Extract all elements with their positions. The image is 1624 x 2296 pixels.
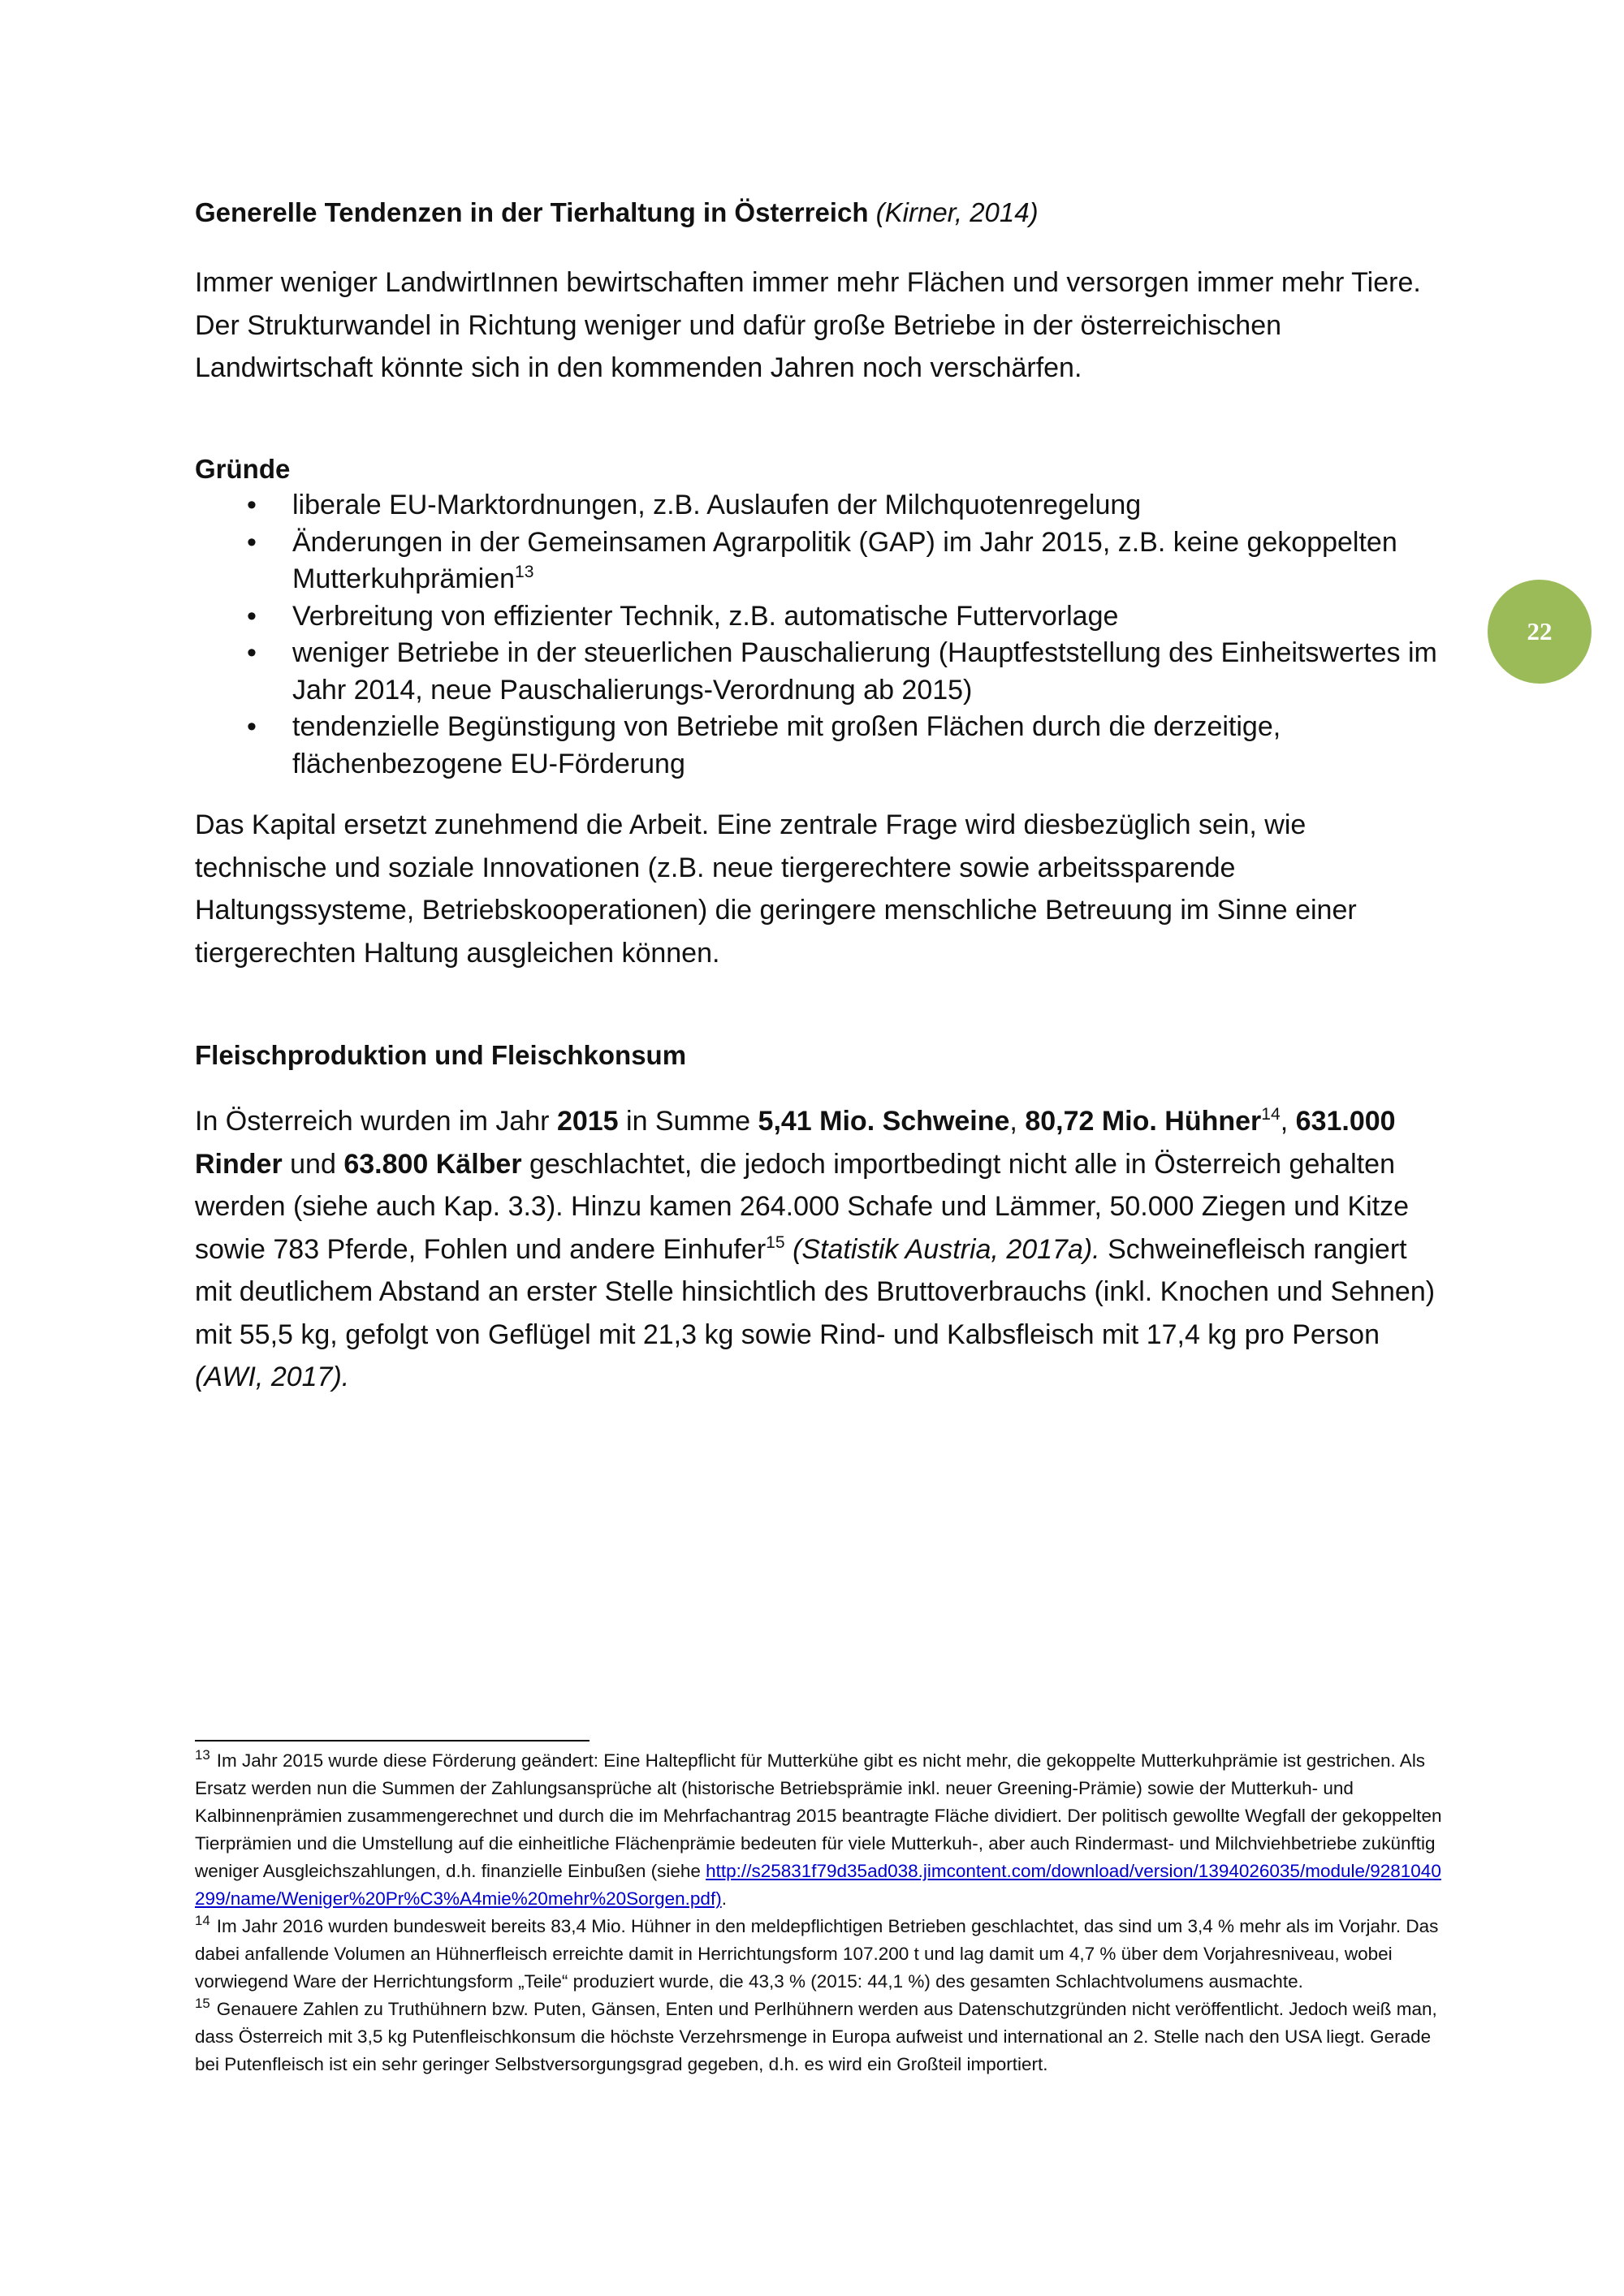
footnote-number: 14 — [195, 1912, 210, 1928]
footnote-number: 13 — [195, 1746, 210, 1763]
section-heading-fleisch: Fleischproduktion und Fleischkonsum — [195, 1040, 687, 1070]
reasons-list — [195, 487, 1445, 783]
footnote-ref-15[interactable]: 15 — [766, 1232, 785, 1252]
footnote-text: . — [721, 1888, 727, 1909]
text-run: Schweinefleisch rangiert mit deutlichem Abstand an erster Stelle hinsichtlich des Bruttoverbrauchs (inkl. Knochen und Sehnen) mit 55,5 kg, gefolgt von Geflügel mit 21,3 kg sowie Rind- und Kalbsfleisch mit 17,4 kg pro Person — [195, 1233, 1436, 1350]
page-number-badge: 22 — [1488, 580, 1592, 684]
text-run: In Österreich wurden im Jahr — [195, 1106, 557, 1137]
footnote-ref-13[interactable]: 13 — [515, 562, 534, 581]
footnote-ref-14[interactable]: 14 — [1261, 1104, 1281, 1124]
meat-paragraph — [195, 1100, 1445, 1399]
list-item-text: weniger Betriebe in der steuerlichen Pauschalierung (Hauptfeststellung des Einheitswertes im Jahr 2014, neue Pauschalierungs-Verordnung ab 2015) — [292, 637, 1437, 706]
footnote-15 — [195, 1996, 1449, 2078]
list-item-text: Verbreitung von effizienter Technik, z.B. automatische Futtervorlage — [292, 600, 1119, 632]
footnote-text: Im Jahr 2016 wurden bundesweit bereits 83,4 Mio. Hühner in den meldepflichtigen Betrieben geschlachtet, das sind um 3,4 % mehr als im Vorjahr. Das dabei anfallende Volumen an Hühnerfleisch erreichte damit in Herrichtungsform 107.200 t und lag damit um 4,7 % über dem Vorjahresniveau, wobei vorwiegend Ware der Herrichtungsform „Teile“ produziert wurde, die 43,3 % (2015: 44,1 %) des gesamten Schlachtvolumens ausmachte. — [195, 1916, 1439, 1992]
list-item — [195, 598, 1445, 636]
text-run: , — [1009, 1106, 1026, 1137]
conclusion-paragraph: Das Kapital ersetzt zunehmend die Arbeit. Eine zentrale Frage wird diesbezüglich sein, wie technische und soziale Innovationen (z.B. neue tiergerechtere sowie arbeitssparende Haltungssysteme, Betriebskooperationen) die geringere menschliche Betreuung im Sinne einer tiergerechten Haltung ausgleichen können. — [195, 809, 1357, 969]
text-bold: 63.800 Kälber — [343, 1148, 522, 1180]
text-bold: 631.000 Rinder — [195, 1106, 1396, 1180]
footnote-number: 15 — [195, 1995, 210, 2011]
footnote-separator — [195, 1740, 590, 1741]
citation: (AWI, 2017). — [195, 1362, 350, 1392]
text-bold: 5,41 Mio. Schweine — [758, 1106, 1010, 1137]
list-item — [195, 635, 1445, 709]
text-run: in Summe — [618, 1106, 758, 1137]
footnote-link[interactable]: http://s25831f79d35ad038.jimcontent.com/download/version/1394026035/module/9281040299/name/Weniger%20Pr%C3%A4mie%20mehr%20Sorgen.pdf) — [195, 1861, 1441, 1909]
list-item — [195, 524, 1445, 598]
text-run: und — [282, 1148, 344, 1180]
text-run: , — [1280, 1106, 1296, 1137]
list-item — [195, 709, 1445, 783]
text-bold: 2015 — [556, 1106, 619, 1137]
footnotes — [195, 1747, 1449, 2078]
text-run — [785, 1234, 793, 1265]
list-item-text: liberale EU-Marktordnungen, z.B. Auslaufen der Milchquotenregelung — [292, 490, 1142, 520]
footnote-13 — [195, 1747, 1449, 1913]
heading-text: Generelle Tendenzen in der Tierhaltung in Österreich — [195, 197, 869, 227]
footnote-text: Im Jahr 2015 wurde diese Förderung geändert: Eine Haltepflicht für Mutterkühe gibt es nicht mehr, die gekoppelte Mutterkuhprämie ist gestrichen. Als Ersatz werden nun die Summen der Zahlungsansprüche alt (historische Betriebsprämie inkl. neuer Greening-Prämie) sowie der Mutterkuh- und Kalbinnenprämien zusammengerechnet und durch die im Mehrfachantrag 2015 beantragte Fläche dividiert. Der politisch gewollte Wegfall der gekoppelten Tierprämien und die Umstellung auf die einheitliche Flächenprämie bedeuten für viele Mutterkuh-, aber auch Rindermast- und Milchviehbetriebe zukünftig weniger Ausgleichszahlungen, d.h. finanzielle Einbußen (siehe — [195, 1750, 1442, 1881]
text-bold: 80,72 Mio. Hühner — [1025, 1106, 1262, 1137]
footnote-text: Genauere Zahlen zu Truthühnern bzw. Puten, Gänsen, Enten und Perlhühnern werden aus Datenschutzgründen nicht veröffentlicht. Jedoch weiß man, dass Österreich mit 3,5 kg Putenfleischkonsum die höchste Verzehrsmenge in Europa aufweist und international an 2. Stelle nach den USA liegt. Gerade bei Putenfleisch ist ein sehr geringer Selbstversorgungsgrad gegeben, d.h. es wird ein Großteil importiert. — [195, 1999, 1437, 2074]
list-item-text: Änderungen in der Gemeinsamen Agrarpolitik (GAP) im Jahr 2015, z.B. keine gekoppelten Mutterkuhprämien — [292, 526, 1397, 594]
text-run: geschlachtet, die jedoch importbedingt nicht alle in Österreich gehalten werden (siehe auch Kap. 3.3). Hinzu kamen 264.000 Schafe und Lämmer, 50.000 Ziegen und Kitze sowie 783 Pferde, Fohlen und andere Einhufer — [195, 1148, 1410, 1265]
list-item — [195, 487, 1445, 524]
section-heading-tendenzen — [195, 196, 1039, 229]
intro-paragraph: Immer weniger LandwirtInnen bewirtschaften immer mehr Flächen und versorgen immer mehr Tiere. Der Strukturwandel in Richtung weniger und dafür große Betriebe in der österreichischen Landwirtschaft könnte sich in den kommenden Jahren noch verschärfen. — [195, 267, 1421, 383]
citation: (Statistik Austria, 2017a). — [793, 1233, 1100, 1265]
list-item-text: tendenzielle Begünstigung von Betriebe mit großen Flächen durch die derzeitige, flächenbezogene EU-Förderung — [292, 711, 1281, 779]
reasons-heading: Gründe — [195, 454, 291, 484]
heading-citation: (Kirner, 2014) — [875, 197, 1039, 227]
footnote-14 — [195, 1913, 1449, 1996]
